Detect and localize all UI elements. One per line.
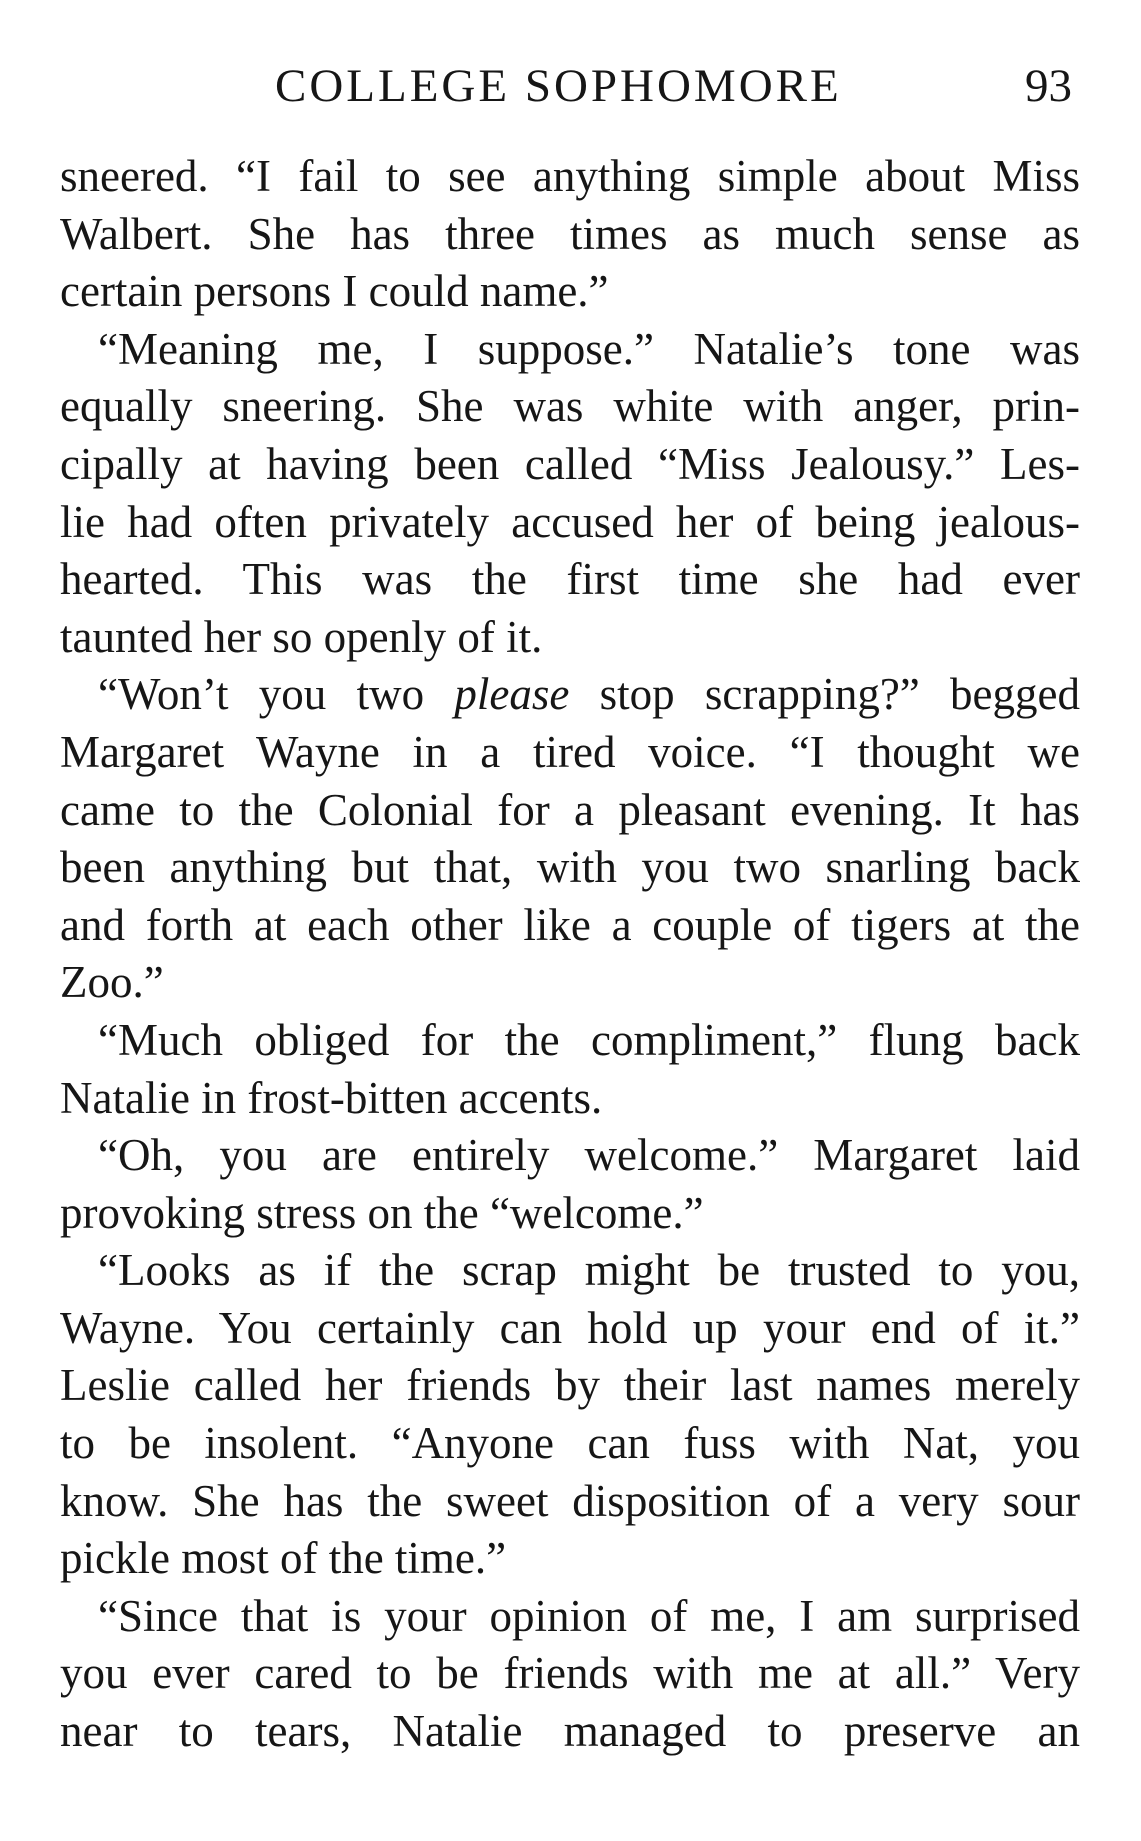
text-line: Leslie called her friends by their last names merely [60,1360,1080,1411]
page-header [60,56,1080,116]
text-line: taunted her so openly of it. [60,611,543,662]
text-line: and forth at each other like a couple of tigers at the [60,899,1080,950]
text-line: Margaret Wayne in a tired voice. “I thought we [60,726,1080,777]
text-line: lie had often privately accused her of being jealous- [60,496,1080,547]
text-segment: stop scrapping?” begged [569,669,1080,720]
text-line: hearted. This was the first time she had ever [60,554,1080,605]
text-line: “Looks as if the scrap might be trusted to you, [98,1245,1080,1296]
text-line: “Oh, you are entirely welcome.” Margaret laid [98,1130,1080,1181]
text-line: “Meaning me, I suppose.” Natalie’s tone was [98,323,1080,374]
text-line: certain persons I could name.” [60,266,609,317]
text-line: Walbert. She has three times as much sense as [60,208,1080,259]
text-line: came to the Colonial for a pleasant evening. It has [60,784,1080,835]
text-line: to be insolent. “Anyone can fuss with Nat, you [60,1418,1080,1469]
body-text [60,148,1080,1761]
text-line: know. She has the sweet disposition of a very sour [60,1475,1080,1526]
text-line: provoking stress on the “welcome.” [60,1187,704,1238]
text-line: equally sneering. She was white with anger, prin- [60,381,1080,432]
text-line: “Since that is your opinion of me, I am surprised [98,1590,1080,1641]
running-head: COLLEGE SOPHOMORE [275,60,842,112]
italic-word: please [454,669,570,720]
text-line: “Much obliged for the compliment,” flung back [98,1014,1080,1065]
text-line: near to tears, Natalie managed to preserve an [60,1706,1080,1757]
text-line: been anything but that, with you two snarling back [60,842,1080,893]
text-line-with-italic [60,666,1080,724]
text-line: pickle most of the time.” [60,1533,507,1584]
text-line: you ever cared to be friends with me at all.” Very [60,1648,1080,1699]
text-line: Wayne. You certainly can hold up your end of it.” [60,1302,1080,1353]
text-line: Natalie in frost-bitten accents. [60,1072,603,1123]
text-line: Zoo.” [60,957,164,1008]
text-segment: “Won’t you two [98,669,455,720]
page-number: 93 [1025,60,1072,112]
text-line: sneered. “I fail to see anything simple about Miss [60,151,1080,201]
text-line: cipally at having been called “Miss Jealousy.” Les- [60,438,1080,489]
